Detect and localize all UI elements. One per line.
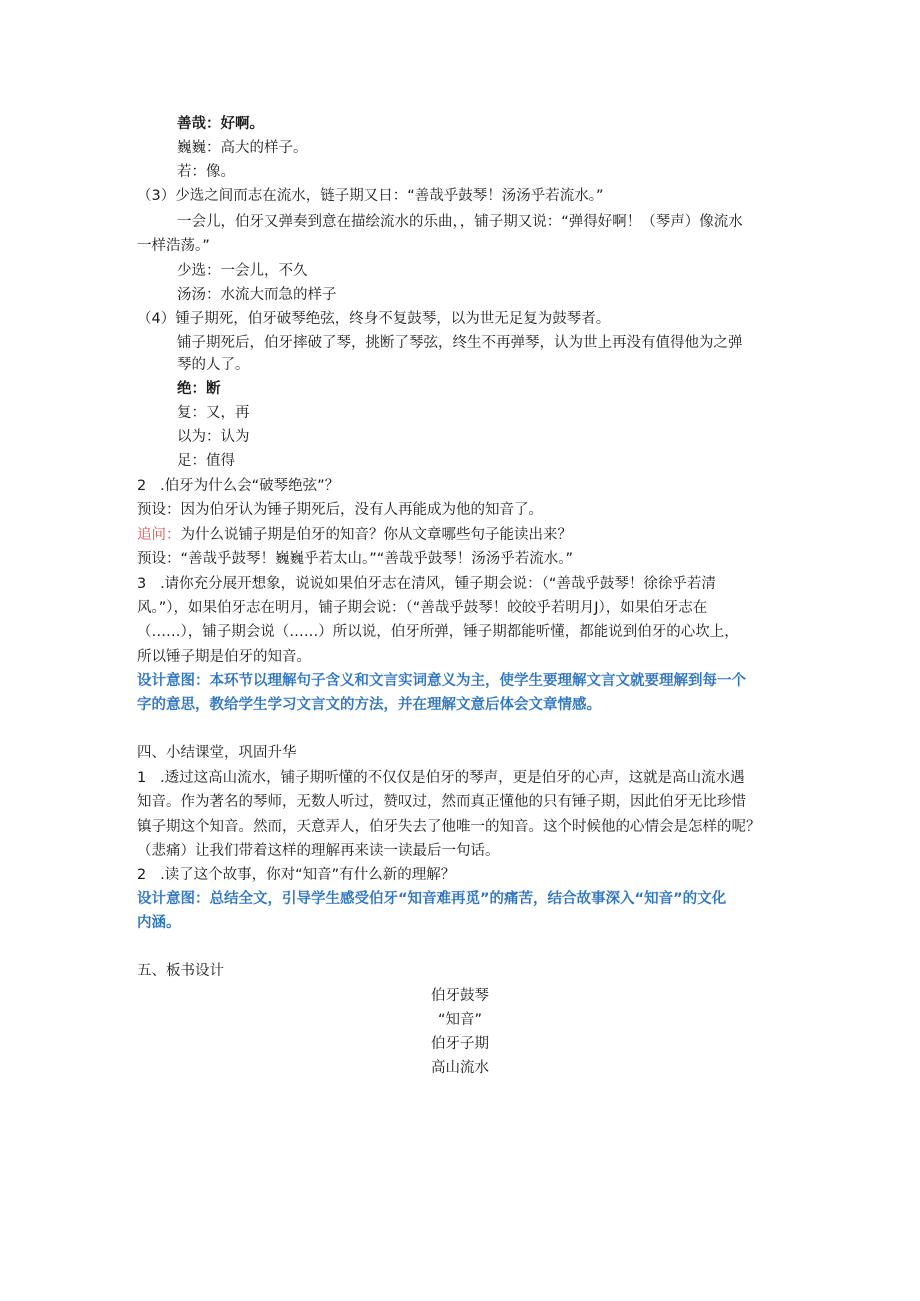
- gloss-fu: 复：又，再: [177, 405, 250, 421]
- design-intent-2-l2: 内涵。: [137, 915, 181, 931]
- question-3-l3: （……），铺子期会说（……）所以说，伯牙所弹，锤子期都能听懂，都能说到伯牙的心坎上，: [137, 624, 739, 640]
- section-4-p1-l4: （悲痛）让我们带着这样的理解再来读一读最后一句话。: [137, 843, 500, 859]
- preset-2: 预设：“善哉乎鼓琴！巍巍乎若太山。”“善哉乎鼓琴！汤汤乎若流水。”: [137, 551, 574, 567]
- gloss-shanzai: 善哉：好啊。: [177, 116, 264, 132]
- gloss-ruo: 若：像。: [177, 164, 235, 180]
- question-3-l4: 所以锤子期是伯牙的知音。: [137, 649, 311, 665]
- question-2: 2 .伯牙为什么会“破琴绝弦”？: [137, 478, 340, 494]
- gloss-shangshang: 汤汤：水流大而急的样子: [177, 287, 337, 303]
- board-line-3: 伯牙子期: [431, 1036, 489, 1052]
- board-line-2: “知音”: [437, 1012, 483, 1028]
- preset-1: 预设：因为伯牙认为锤子期死后，没有人再能成为他的知音了。: [137, 502, 543, 518]
- section-4-p1-l3: 镇子期这个知音。然而，天意弄人，伯牙失去了他唯一的知音。这个时候他的心情会是怎样的呢？: [137, 819, 761, 835]
- gloss-yiwei: 以为：认为: [177, 429, 250, 445]
- item3-translation-l1: 一会儿，伯牙又弹奏到意在描绘流水的乐曲，，铺子期又说：“弹得好啊！（琴声）像流水: [177, 214, 743, 230]
- question-3-l1: 3 .请你充分展开想象，说说如果伯牙志在清风，锺子期会说：（“善哉乎鼓琴！徐徐乎若清: [137, 576, 716, 592]
- section-4-title: 四、小结课堂，巩固升华: [137, 745, 297, 761]
- item4-translation-l1: 铺子期死后，伯牙摔破了琴，挑断了琴弦，终生不再弹琴，认为世上再没有值得他为之弹: [177, 335, 743, 351]
- gloss-weiwei: 巍巍：高大的样子。: [177, 140, 308, 156]
- section-4-p2: 2 .读了这个故事，你对“知音”有什么新的理解？: [137, 867, 456, 883]
- design-intent-1-l1: 设计意图：本环节以理解句子含义和文言实词意义为主，使学生要理解文言文就要理解到每一个: [137, 673, 746, 689]
- gloss-shaoxuan: 少选：一会儿，不久: [177, 263, 308, 279]
- board-line-1: 伯牙鼓琴: [431, 988, 489, 1004]
- gloss-jue: 绝：断: [177, 381, 221, 397]
- gloss-zu: 足：值得: [177, 453, 235, 469]
- board-line-4: 高山流水: [431, 1060, 489, 1076]
- section-5-title: 五、板书设计: [137, 963, 224, 979]
- question-3-l2: 风。”），如果伯牙志在明月，铺子期会说：（“善哉乎鼓琴！皎皎乎若明月J），如果伯牙志在: [137, 600, 708, 616]
- item3-text: （3）少选之间而志在流水，链子期又日：“善哉乎鼓琴！汤汤乎若流水。”: [137, 188, 604, 204]
- item4-text: （4）锺子期死，伯牙破琴绝弦，终身不复鼓琴，以为世无足复为鼓琴者。: [137, 311, 611, 327]
- section-4-p1-l2: 知音。作为著名的琴师，无数人听过，赞叹过，然而真正懂他的只有锤子期，因此伯牙无比珍惜: [137, 794, 746, 810]
- follow-up-question: 追问：为什么说铺子期是伯牙的知音？你从文章哪些句子能读出来？: [137, 527, 572, 543]
- design-intent-1-l2: 字的意思，教给学生学习文言文的方法，并在理解文意后体会文章情感。: [137, 697, 601, 713]
- item3-translation-l2: 一样浩荡。”: [137, 238, 210, 254]
- section-4-p1-l1: 1 .透过这高山流水，铺子期听懂的不仅仅是伯牙的琴声，更是伯牙的心声，这就是高山流水遇: [137, 770, 745, 786]
- item4-translation-l2: 琴的人了。: [177, 357, 250, 373]
- design-intent-2-l1: 设计意图：总结全文，引导学生感受伯牙“知音难再觅”的痛苦，结合故事深入“知音”的文化: [137, 891, 727, 907]
